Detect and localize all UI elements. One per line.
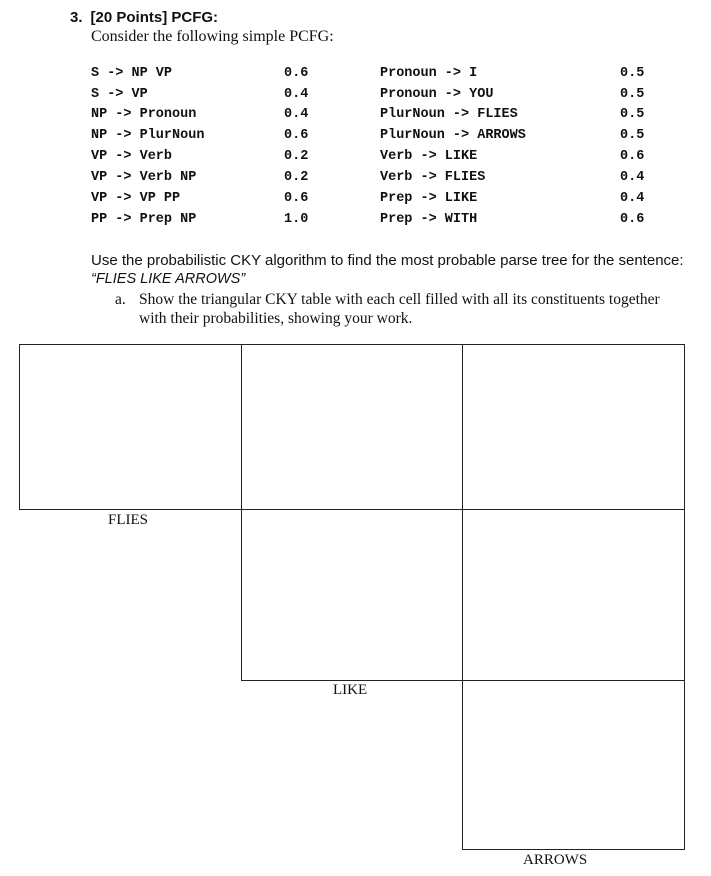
question-number: 3. bbox=[70, 9, 83, 26]
rule-probability: 0.6 bbox=[284, 128, 309, 143]
rule-probability: 0.6 bbox=[620, 212, 645, 227]
cky-cell-1-2[interactable] bbox=[241, 344, 463, 510]
part-a-letter: a. bbox=[115, 291, 126, 308]
grammar-rule: Pronoun -> I bbox=[380, 66, 478, 81]
rule-probability: 0.2 bbox=[284, 149, 309, 164]
rule-probability: 0.5 bbox=[620, 66, 645, 81]
cky-cell-1-1[interactable] bbox=[19, 344, 242, 510]
grammar-rule: VP -> Verb bbox=[91, 149, 173, 164]
rule-probability: 0.4 bbox=[284, 87, 309, 102]
grammar-rule: PlurNoun -> ARROWS bbox=[380, 128, 526, 143]
grammar-rule: VP -> VP PP bbox=[91, 191, 181, 206]
cky-cell-1-3[interactable] bbox=[462, 344, 685, 510]
question-heading bbox=[70, 9, 218, 26]
grammar-rule: Verb -> FLIES bbox=[380, 170, 486, 185]
rule-probability: 1.0 bbox=[284, 212, 309, 227]
part-a-text: Show the triangular CKY table with each cell filled with all its constituents together with their probabilities, showing your work. bbox=[139, 291, 660, 327]
cky-word-label: FLIES bbox=[108, 512, 149, 528]
grammar-rule: S -> NP VP bbox=[91, 66, 173, 81]
rule-probability: 0.5 bbox=[620, 87, 645, 102]
rule-probability: 0.5 bbox=[620, 128, 645, 143]
rule-probability: 0.4 bbox=[620, 170, 645, 185]
grammar-rule: Prep -> LIKE bbox=[380, 191, 478, 206]
cky-cell-2-3[interactable] bbox=[462, 509, 685, 681]
grammar-rule: NP -> PlurNoun bbox=[91, 128, 205, 143]
rule-probability: 0.4 bbox=[620, 191, 645, 206]
grammar-rule: Verb -> LIKE bbox=[380, 149, 478, 164]
question-title: [20 Points] PCFG: bbox=[90, 9, 219, 26]
rule-probability: 0.4 bbox=[284, 107, 309, 122]
grammar-rule: Prep -> WITH bbox=[380, 212, 478, 227]
rule-probability: 0.6 bbox=[284, 66, 309, 81]
cky-cell-2-2[interactable] bbox=[241, 509, 463, 681]
rule-probability: 0.6 bbox=[284, 191, 309, 206]
grammar-rule: PlurNoun -> FLIES bbox=[380, 107, 518, 122]
grammar-rule: PP -> Prep NP bbox=[91, 212, 197, 227]
grammar-rule: S -> VP bbox=[91, 87, 148, 102]
cky-cell-3-3[interactable] bbox=[462, 680, 685, 850]
grammar-rule: NP -> Pronoun bbox=[91, 107, 197, 122]
cky-word-label: ARROWS bbox=[523, 852, 588, 868]
cky-word-label: LIKE bbox=[333, 682, 368, 698]
grammar-rule: VP -> Verb NP bbox=[91, 170, 197, 185]
task-instruction: Use the probabilistic CKY algorithm to find the most probable parse tree for the sentence: bbox=[91, 252, 684, 269]
rule-probability: 0.5 bbox=[620, 107, 645, 122]
rule-probability: 0.2 bbox=[284, 170, 309, 185]
task-sentence: “FLIES LIKE ARROWS” bbox=[91, 271, 246, 287]
grammar-rule: Pronoun -> YOU bbox=[380, 87, 494, 102]
rule-probability: 0.6 bbox=[620, 149, 645, 164]
question-intro: Consider the following simple PCFG: bbox=[91, 28, 334, 45]
